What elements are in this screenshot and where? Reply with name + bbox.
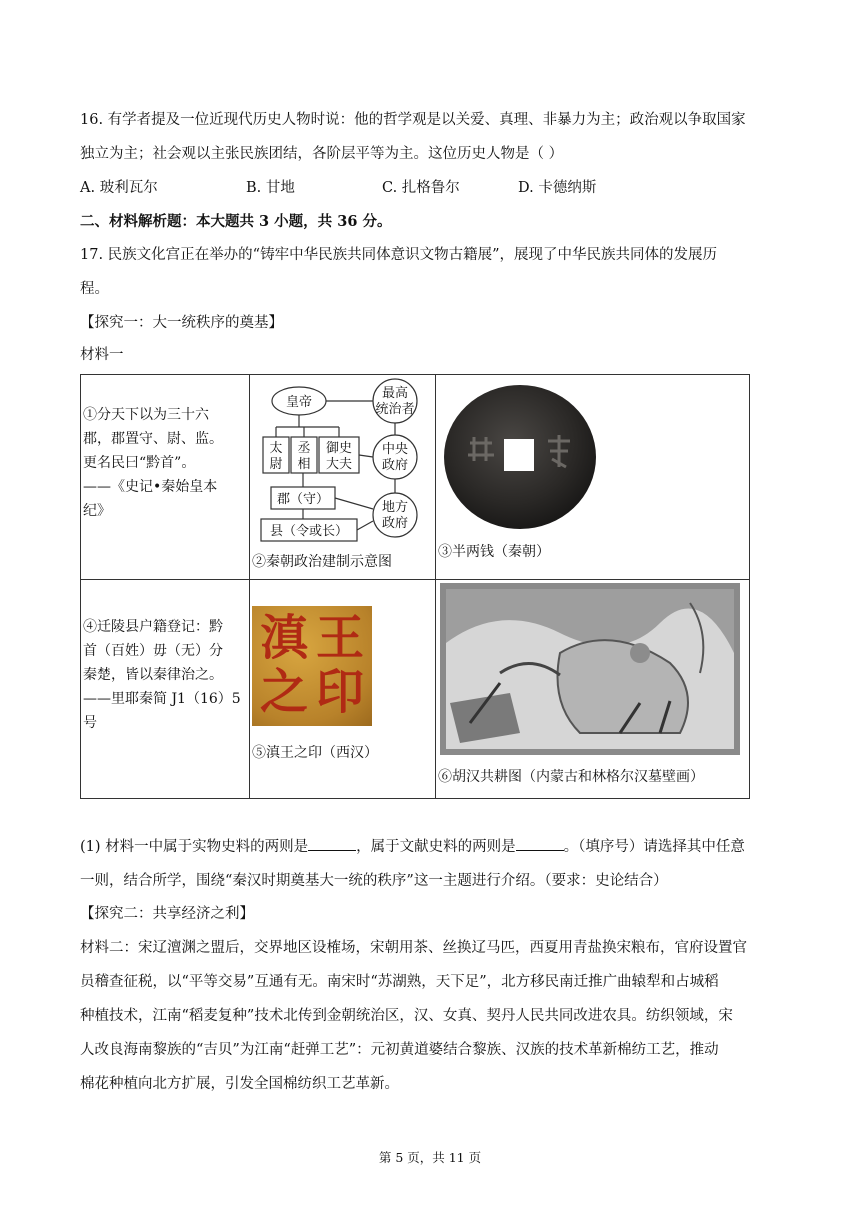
seal-char: 滇 xyxy=(260,610,309,666)
diagram-yushi-1: 御史 xyxy=(325,441,353,456)
q16-stem-line2: 独立为主；社会观以主张民族团结，各阶层平等为主。这位历史人物是（ ） xyxy=(80,146,564,162)
cell-4-line: ④迁陵县户籍登记：黔 xyxy=(83,619,223,635)
cell-2 xyxy=(250,375,436,580)
cell-5 xyxy=(250,580,436,799)
diagram-chengxiang-1: 丞 xyxy=(297,441,311,456)
seal-char: 印 xyxy=(315,664,364,720)
seal-char: 之 xyxy=(260,664,309,720)
material-two-line: 棉花种植向北方扩展，引发全国棉纺织工艺革新。 xyxy=(80,1076,399,1092)
q16-stem-line1: 16. 有学者提及一位近现代历史人物时说：他的哲学观是以关爱、真理、非暴力为主；政治观以争取国家 xyxy=(80,112,746,128)
material-table xyxy=(80,374,750,799)
material-two-line: 人改良海南黎族的“吉贝”为江南“赶弹工艺”：元初黄道婆结合黎族、汉族的技术革新棉纺工艺，推动 xyxy=(80,1042,719,1058)
diagram-central-1: 中央 xyxy=(381,442,409,457)
cell-4-line: 秦楚，皆以秦律治之。 xyxy=(83,667,223,683)
cell-3-caption: ③半两钱（秦朝） xyxy=(438,544,550,560)
cell-6-caption: ⑥胡汉共耕图（内蒙古和林格尔汉墓壁画） xyxy=(438,769,704,785)
cell-1 xyxy=(81,375,250,580)
page-footer: 第 5 页，共 11 页 xyxy=(378,1150,482,1165)
material-two-line: 员稽查征税，以“平等交易”互通有无。南宋时“苏湖熟，天下足”，北方移民南迁推广曲辕犁和占城稻 xyxy=(80,974,719,990)
section-heading: 二、材料解析题：本大题共 3 小题，共 36 分。 xyxy=(80,213,392,230)
cell-2-caption: ②秦朝政治建制示意图 xyxy=(252,554,392,570)
diagram-yushi-2: 大夫 xyxy=(325,457,353,472)
cell-4-line: 首（百姓）毋（无）分 xyxy=(83,643,223,659)
cell-6 xyxy=(436,580,750,799)
diagram-jun: 郡（守） xyxy=(276,492,330,507)
cell-5-caption: ⑤滇王之印（西汉） xyxy=(252,745,378,761)
explore-two-heading: 【探究二：共享经济之利】 xyxy=(80,906,254,922)
material-two-line: 材料二：宋辽澶渊之盟后，交界地区设榷场，宋朝用茶、丝换辽马匹，西夏用青盐换宋粮布，官府设置官 xyxy=(80,940,747,956)
cell-3 xyxy=(436,375,750,580)
diagram-emperor: 皇帝 xyxy=(285,395,313,410)
cell-4 xyxy=(81,580,250,799)
cell-1-text xyxy=(83,403,247,523)
qin-system-diagram xyxy=(251,377,435,547)
diagram-supreme-1: 最高 xyxy=(381,386,409,401)
diagram-chengxiang-2: 相 xyxy=(297,457,311,472)
cell-1-line: ——《史记•秦始皇本 xyxy=(83,479,218,495)
material-two-line: 种植技术，江南“稻麦复种”技术北传到金朝统治区，汉、女真、契丹人民共同改进农具。纺织领域，宋 xyxy=(80,1008,733,1024)
q17-sub1-line1 xyxy=(80,836,745,857)
dian-king-seal-image xyxy=(252,606,372,726)
diagram-xian: 县（令或长） xyxy=(269,524,349,539)
cell-1-line: 郡，郡置守、尉、监。 xyxy=(83,431,223,447)
cell-1-line: ①分天下以为三十六 xyxy=(83,407,209,423)
q16-option-d: D. 卡德纳斯 xyxy=(518,180,597,196)
answer-blank-physical[interactable] xyxy=(308,836,356,851)
q17-sub1-part-b: ，属于文献史料的两则是 xyxy=(356,839,516,855)
seal-char: 王 xyxy=(315,610,364,666)
diagram-supreme-2: 统治者 xyxy=(375,402,415,417)
q17-intro-line1: 17. 民族文化宫正在举办的“铸牢中华民族共同体意识文物古籍展”，展现了中华民族共同体的发展历 xyxy=(80,247,717,263)
cell-1-line: 纪》 xyxy=(83,503,111,519)
cell-4-line: 号 xyxy=(83,715,97,731)
q16-option-a: A. 玻利瓦尔 xyxy=(80,180,158,196)
answer-blank-documentary[interactable] xyxy=(516,836,564,851)
diagram-local-2: 政府 xyxy=(381,516,409,531)
q17-sub1-line2: 一则，结合所学，围绕“秦汉时期奠基大一统的秩序”这一主题进行介绍。（要求：史论结合） xyxy=(80,873,668,889)
diagram-local-1: 地方 xyxy=(381,500,409,515)
diagram-taiwei-1: 太 xyxy=(269,441,283,456)
cell-1-line: 更名民曰“黔首”。 xyxy=(83,455,196,471)
banliang-coin-image xyxy=(440,381,600,531)
q17-intro-line2: 程。 xyxy=(80,281,109,297)
diagram-taiwei-2: 尉 xyxy=(269,457,283,472)
q16-option-b: B. 甘地 xyxy=(246,180,295,196)
diagram-central-2: 政府 xyxy=(381,458,409,473)
cell-4-text xyxy=(83,615,247,735)
material-one-label: 材料一 xyxy=(80,347,124,363)
cell-4-line: ——里耶秦简 J1（16）5 xyxy=(83,691,241,707)
farming-mural-image xyxy=(440,583,740,755)
q17-sub1-part-c: 。（填序号）请选择其中任意 xyxy=(563,839,745,855)
q16-option-c: C. 扎格鲁尔 xyxy=(382,180,460,196)
explore-one-heading: 【探究一：大一统秩序的奠基】 xyxy=(80,315,283,331)
q17-sub1-part-a: (1) 材料一中属于实物史料的两则是 xyxy=(80,839,309,855)
